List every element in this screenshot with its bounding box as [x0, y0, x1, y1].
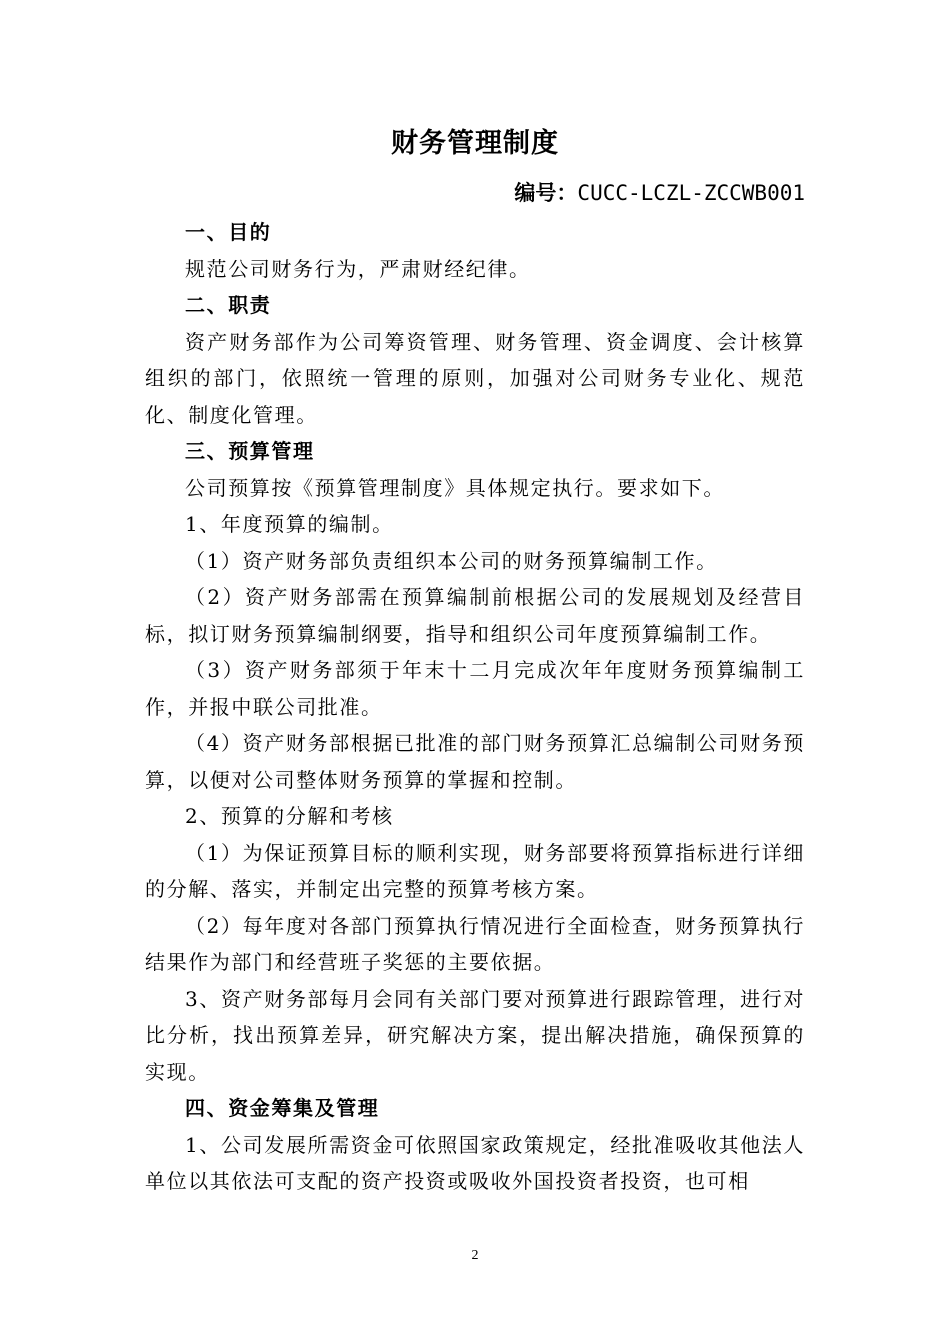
- paragraph: （2）资产财务部需在预算编制前根据公司的发展规划及经营目标，拟订财务预算编制纲要，指导和组织公司年度预算编制工作。: [145, 585, 805, 646]
- paragraph: 3、资产财务部每月会同有关部门要对预算进行跟踪管理，进行对比分析，找出预算差异，研究解决方案，提出解决措施，确保预算的实现。: [145, 986, 805, 1084]
- section-heading-budget-management: 三、预算管理: [185, 439, 315, 463]
- paragraph: 1、年度预算的编制。: [185, 512, 394, 536]
- document-body: [145, 214, 805, 1200]
- document-number-label: 编号：: [514, 180, 578, 205]
- section-heading-responsibilities: 二、职责: [185, 293, 272, 317]
- section-heading-purpose: 一、目的: [185, 220, 272, 244]
- paragraph: （3）资产财务部须于年末十二月完成次年年度财务预算编制工作，并报中联公司批准。: [145, 658, 805, 719]
- document-number: [514, 176, 805, 210]
- paragraph: 1、公司发展所需资金可依照国家政策规定，经批准吸收其他法人单位以其依法可支配的资产投资或吸收外国投资者投资，也可相: [145, 1132, 805, 1193]
- page-number: 2: [471, 1248, 479, 1263]
- paragraph: 资产财务部作为公司筹资管理、财务管理、资金调度、会计核算组织的部门，依照统一管理的原则，加强对公司财务专业化、规范化、制度化管理。: [145, 329, 805, 427]
- paragraph: （4）资产财务部根据已批准的部门财务预算汇总编制公司财务预算，以便对公司整体财务预算的掌握和控制。: [145, 731, 805, 792]
- document-title: 财务管理制度: [391, 128, 559, 159]
- paragraph: （1）资产财务部负责组织本公司的财务预算编制工作。: [185, 548, 718, 573]
- paragraph: 规范公司财务行为，严肃财经纪律。: [185, 256, 531, 281]
- section-heading-fund-raising: 四、资金筹集及管理: [185, 1096, 380, 1120]
- paragraph: （2）每年度对各部门预算执行情况进行全面检查，财务预算执行结果作为部门和经营班子奖惩的主要依据。: [145, 913, 805, 974]
- paragraph: （1）为保证预算目标的顺利实现，财务部要将预算指标进行详细的分解、落实，并制定出完整的预算考核方案。: [145, 840, 805, 901]
- paragraph: 2、预算的分解和考核: [185, 804, 394, 828]
- document-number-value: CUCC-LCZL-ZCCWB001: [577, 181, 805, 205]
- paragraph: 公司预算按《预算管理制度》具体规定执行。要求如下。: [185, 475, 725, 500]
